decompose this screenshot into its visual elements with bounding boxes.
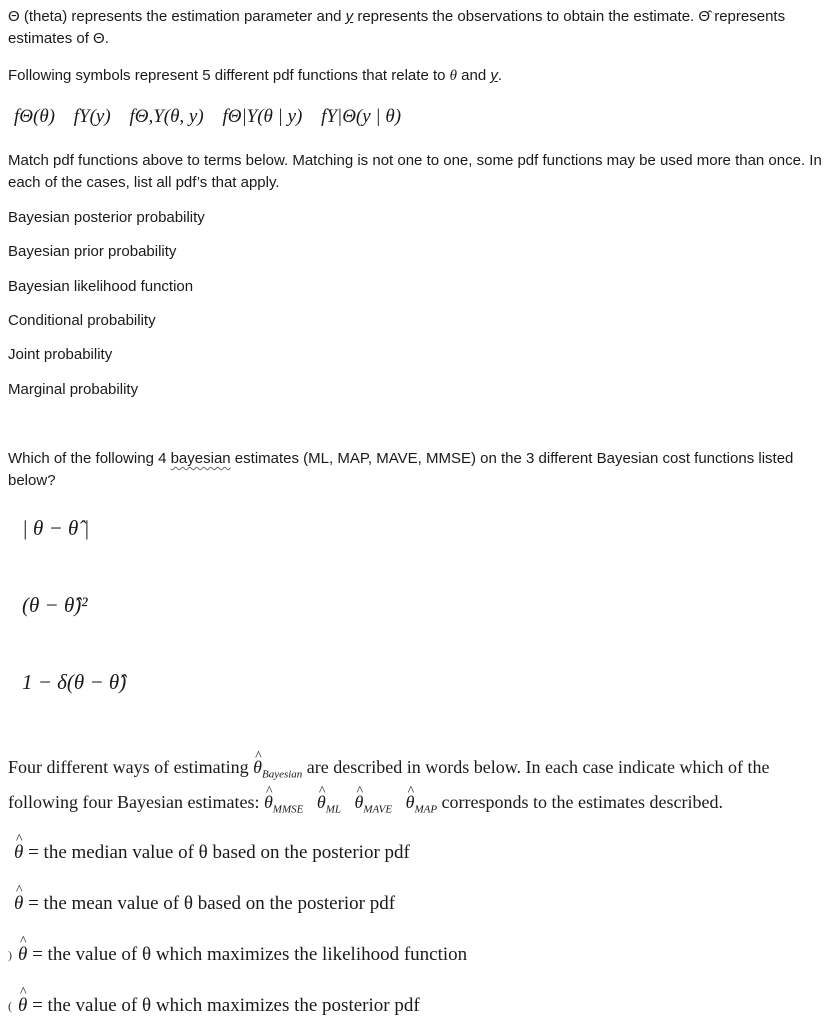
term-item: Bayesian posterior probability [8, 209, 205, 226]
period: . [497, 67, 503, 84]
estimate-subscript: MAVE [363, 803, 393, 816]
equation-likelihood [8, 944, 467, 966]
equation-prefix: ( [8, 999, 12, 1014]
pdf-symbol: fΘ,Y(θ, y) [129, 106, 204, 127]
cost-function-hit-or-miss: 1 − δ(θ − θ̂) [22, 670, 127, 694]
question2-text-a: Which of the following 4 [8, 450, 171, 467]
estimate-subscript: ML [325, 803, 341, 816]
section3-text-c: following four Bayesian estimates: [8, 792, 264, 812]
theta-hat-symbol: θ ^ [14, 893, 23, 915]
section3-text-a: Four different ways of estimating [8, 757, 254, 777]
intro-text-a: Θ (theta) represents the estimation parameter and [8, 8, 346, 25]
section3-text-d: corresponds to the estimates described. [437, 792, 723, 812]
pdf-symbol: fY|Θ(y | θ) [321, 106, 402, 127]
theta-hat-symbol: θ ^ [253, 755, 262, 779]
term-item: Bayesian prior probability [8, 243, 177, 260]
section3-text-b: are described in words below. In each case indicate which of the [302, 757, 770, 777]
estimate-subscript: MAP [414, 803, 438, 816]
pdf-symbols-row [14, 106, 415, 128]
theta-hat-symbol: θ ^ [14, 842, 23, 864]
theta-symbol: θ [449, 68, 458, 84]
term-item: Joint probability [8, 346, 113, 363]
pdf-symbol: fΘ(θ) [14, 106, 55, 127]
theta-hat-symbol: θ ^ [406, 790, 415, 814]
intro-y-symbol: y [345, 8, 354, 25]
theta-hat-symbol: θ ^ [18, 944, 27, 966]
section3-line2 [8, 790, 828, 822]
theta-hat-symbol: θ ^ [264, 790, 273, 814]
term-item: Bayesian likelihood function [8, 278, 194, 295]
equation-text: = the value of θ which maximizes the likelihood function [32, 944, 468, 965]
theta-hat-symbol: θ ^ [354, 790, 363, 814]
spellcheck-word: bayesian [170, 450, 231, 467]
equation-text: = the mean value of θ based on the posterior pdf [28, 893, 396, 914]
pdf-symbol: fΘ|Y(θ | y) [222, 106, 303, 127]
bayesian-subscript: Bayesian [261, 768, 303, 781]
cost-function-squared: (θ − θ̂)² [22, 593, 88, 617]
equation-text: = the median value of θ based on the posterior pdf [28, 842, 410, 863]
intro-text-b: represents the observations to obtain the estimate. [353, 8, 699, 25]
term-item: Marginal probability [8, 381, 139, 398]
y-symbol: y [490, 67, 498, 84]
estimate-subscript: MMSE [272, 803, 304, 816]
intro-paragraph [8, 6, 828, 50]
equation-posterior [8, 995, 420, 1017]
section3-line1 [8, 755, 828, 787]
equation-text: = the value of θ which maximizes the posterior pdf [32, 995, 420, 1016]
question2-text-b: estimates (ML, MAP, MAVE, MMSE) on the 3 different Bayesian cost functions listed below? [8, 450, 794, 489]
theta-hat-symbol: θ ^ [18, 995, 27, 1017]
intro-theta-hat: Θ̂ [698, 8, 711, 25]
equation-mean [8, 893, 395, 915]
and-text: and [457, 67, 491, 84]
term-item: Conditional probability [8, 312, 156, 329]
match-instructions: Match pdf functions above to terms below. Matching is not one to one, some pdf functions may be used more than once. In each of the cases, list all pdf’s that apply. [8, 152, 822, 191]
theta-hat-symbol: θ ^ [317, 790, 326, 814]
pdf-symbol: fY(y) [73, 106, 111, 127]
pdf-intro-text: Following symbols represent 5 different pdf functions that relate to [8, 67, 450, 84]
cost-function-abs: | θ − θ̂ | [22, 516, 90, 540]
equation-prefix: ) [8, 948, 12, 963]
equation-median [8, 842, 410, 864]
intro-text-c: represents estimates of Θ. [8, 8, 786, 47]
pdf-intro-line [8, 65, 828, 87]
question-bayesian-estimates [8, 448, 828, 492]
